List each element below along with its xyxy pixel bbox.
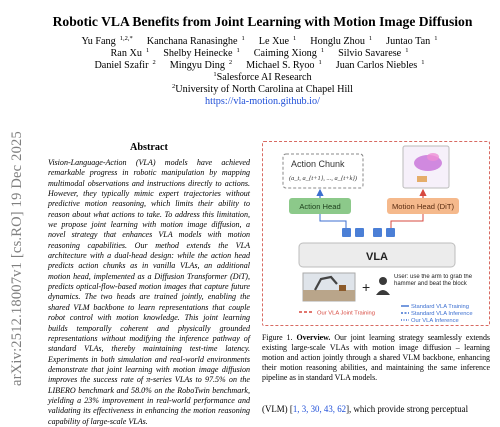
figure-diagram [263,142,491,327]
author-entry [334,48,408,59]
author-name: Ran Xu [110,48,142,60]
author-affil-mark: 1 [241,35,245,42]
author-affil-mark: 2 [152,59,156,67]
author-name: Michael S. Ryoo [246,60,315,72]
author-entry [159,48,240,59]
author-entry [250,48,324,59]
legend-std-label: Standard VLA Training [411,304,470,310]
author-affil-mark: 1 [145,47,150,55]
author-entry [332,60,425,71]
action-chunk-formula: (a_t, a_{t+1}, ..., a_{t+k}) [289,175,358,182]
motion-block [417,176,427,182]
author-name: Caiming Xiong [253,48,317,60]
user-head [379,277,387,285]
token-4 [386,228,395,237]
author-entry [107,48,150,59]
author-affil-mark: 1 [421,59,425,67]
author-name: Juan Carlos Niebles [335,60,418,72]
token-2 [355,228,364,237]
author-entry [255,36,297,47]
plus-sign: + [362,279,371,295]
token-line-motion [391,214,423,228]
user-instruction: User: use the arm to grab the hammer and beat the block [394,274,473,288]
legend-our-inf-label: Our VLA Inference [411,318,459,324]
author-name: Daniel Szafir [94,60,149,72]
token-3 [373,228,382,237]
action-chunk-label: Action Chunk [291,159,345,169]
author-affil-mark: 1 [320,47,325,55]
arxiv-identifier: arXiv:2512.18007v1 [cs.RO] 19 Dec 2025 [8,130,25,386]
body-paragraph: (VLM) [1, 3, 30, 43, 62], which provide strong perceptual [262,404,469,414]
legend-joint-label: Our VLA Joint Training [317,310,375,317]
project-link[interactable]: https://vla-motion.github.io/ [205,96,320,108]
author-block [40,36,485,109]
author-row-3 [40,60,485,72]
author-row-1 [40,36,485,48]
author-name: Juntao Tan [386,36,431,47]
token-1 [342,228,351,237]
author-name: Mingyu Ding [169,60,225,72]
author-entry [143,36,245,47]
author-affil-mark: 1 [434,35,438,42]
author-entry [242,60,322,71]
token-line-action [320,214,346,228]
author-name: Honglu Zhou [310,36,365,47]
figure-caption [262,333,490,383]
author-entry [166,60,232,71]
author-entry [382,36,437,47]
caption-label: Figure 1. [262,333,293,342]
author-row-2 [40,48,485,60]
author-affil-mark: 1 [236,47,240,55]
author-name: Shelby Heinecke [163,48,233,60]
abstract-text: Vision-Language-Action (VLA) models have achieved remarkable progress in robotic manipulation by mapping multimodal observations and instructions directly to actions. However, they typically mimic expert trajectories without predictive motion reasoning, which limits their ability to reason about what actions to take. To address this limitation, we propose joint learning with motion image diffusion, a novel strategy that enhances VLA models with motion reasoning capabilities. Our method extends the VLA architecture with a dual-head design: while the action head predicts action chunks as in vanilla VLAs, an additional motion head, implemented as a Diffusion Transformer (DiT), predicts optical-flow-based motion images that capture future dynamics. The two heads are trained jointly, enabling the shared VLM backbone to learn representations that couple robot control with motion knowledge. This joint learning builds temporally coherent and physically grounded representations without modifying the inference pathway of standard VLAs, thereby maintaining test-time latency. Experiments in both simulation and real-world environments demonstrate that joint learning with motion image diffusion improves the success rate of π-series VLAs to 97.5% on the LIBERO benchmark and 58.0% on the RoboTwin benchmark, yielding a 23% improvement in real-world performance and validating its effectiveness in enhancing the motion reasoning capability of large-scale VLAs. [48,158,250,426]
author-name: Silvio Savarese [338,48,402,60]
author-name: Kanchana Ranasinghe [146,36,238,47]
figure-1 [262,141,490,326]
caption-text: Our joint learning strategy seamlessly extends existing large-scale VLAs with motion image diffusion – learning motion and action jointly through a shared VLM backbone, enhancing their motion reasoning abilities, and maintaining the same inference pipeline as in standard VLA models. [262,333,490,382]
action-head-label: Action Head [299,202,341,211]
author-affil-mark: 2 [228,59,233,67]
author-name: Yu Fang [81,36,116,47]
author-affil-mark: 1 [293,35,297,42]
author-name: Le Xue [258,36,290,47]
motion-head-label: Motion Head (DiT) [391,202,455,211]
author-entry [306,36,372,47]
legend-std-inf-label: Standard VLA Inference [411,311,473,317]
robot-table [303,290,355,301]
motion-blob-2 [427,153,439,161]
paper-title: Robotic VLA Benefits from Joint Learning with Motion Image Diffusion [52,14,473,29]
user-body [376,290,390,295]
arxiv-sidebar [6,108,28,408]
author-affil-mark: 1 [368,35,373,42]
vla-label: VLA [366,251,388,263]
caption-bold: Overview. [296,333,331,342]
robot-block [339,285,346,291]
author-affil-mark: 1 [318,59,322,67]
author-affil-mark: 1,2,* [119,35,133,42]
abstract-heading: Abstract [130,142,168,153]
author-entry [90,60,155,71]
author-entry [77,36,132,47]
citations[interactable]: 1, 3, 30, 43, 62 [292,404,347,414]
affiliation-1: $^1$Salesforce AI Research [213,71,312,84]
author-affil-mark: 1 [405,47,409,55]
affiliation-2: $^2$University of North Carolina at Chapel Hill [172,83,353,96]
